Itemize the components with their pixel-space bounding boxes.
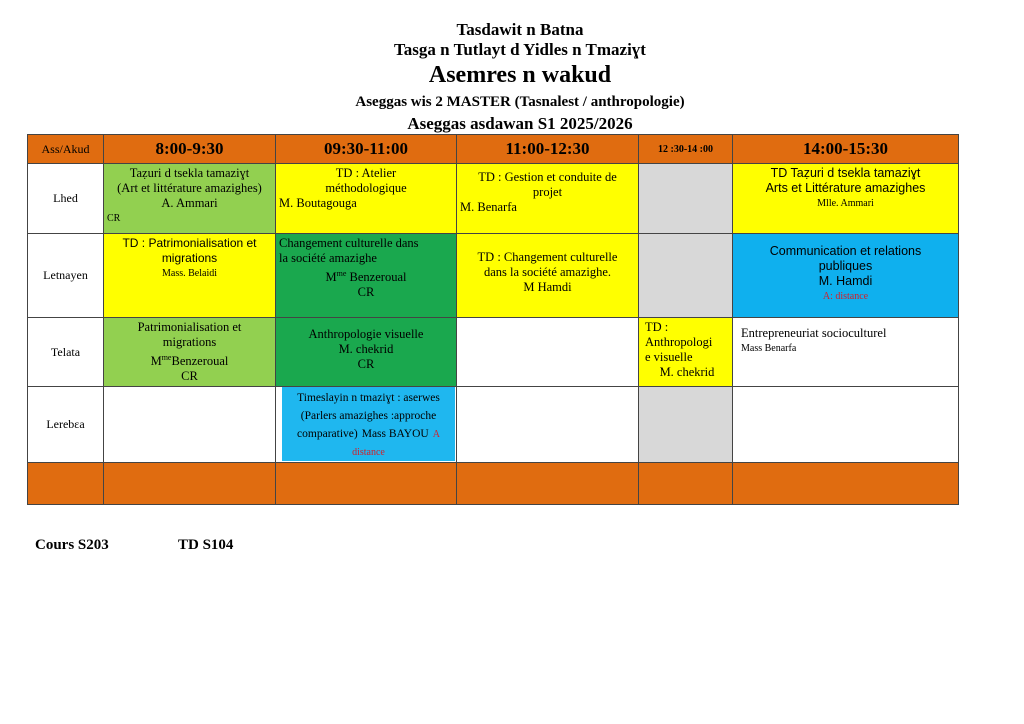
course-subtitle: (Parlers amazighes :approche bbox=[300, 410, 437, 423]
course-type: CR bbox=[357, 285, 375, 300]
footer-row bbox=[28, 463, 959, 505]
course-teacher: A. Ammari bbox=[161, 196, 218, 210]
course-title: Entrepreneuriat socioculturel bbox=[741, 326, 887, 340]
course-teacher: M. chekrid bbox=[659, 365, 715, 379]
empty-cell bbox=[104, 463, 276, 505]
course-teacher: M. Boutagouga bbox=[279, 196, 357, 210]
course-subtitle: la société amazighe bbox=[279, 251, 377, 265]
department-name: Tasga n Tutlayt d Yidles n Tmaziɣt bbox=[394, 40, 646, 59]
day-row-lerebea bbox=[28, 387, 959, 463]
academic-year: Aseggas asdawan S1 2025/2026 bbox=[407, 114, 633, 133]
course-mode: A distance bbox=[352, 429, 440, 459]
course-cell bbox=[457, 234, 639, 318]
course-title: Taẓuri d tsekla tamaziɣt bbox=[129, 166, 250, 180]
header-row bbox=[28, 135, 959, 164]
day-label: Lhed bbox=[28, 164, 104, 234]
course-title: TD : Gestion et conduite de bbox=[478, 170, 617, 184]
day-label: Telata bbox=[28, 318, 104, 387]
course-cell bbox=[457, 164, 639, 234]
course-subtitle: migrations bbox=[161, 251, 218, 265]
course-title: TD : Atelier bbox=[335, 166, 397, 180]
day-label: Lerebɛa bbox=[28, 387, 104, 463]
empty-cell bbox=[639, 387, 733, 463]
course-cell bbox=[639, 318, 733, 387]
course-mode: A: distance bbox=[822, 291, 869, 302]
slot-header: 8:00-9:30 bbox=[104, 135, 276, 164]
course-block bbox=[282, 387, 455, 461]
course-title: TD : Changement culturelle bbox=[477, 250, 618, 264]
slot-header: 11:00-12:30 bbox=[457, 135, 639, 164]
course-title: Timeslayin n tmaziɣt : aserwes bbox=[297, 392, 440, 405]
timetable bbox=[27, 134, 959, 505]
day-label: Letnayen bbox=[28, 234, 104, 318]
cours-room: Cours S203 bbox=[35, 537, 109, 553]
course-subtitle: dans la société amazighe. bbox=[483, 265, 612, 279]
td-room: TD S104 bbox=[178, 537, 234, 553]
course-title: TD : bbox=[645, 320, 669, 334]
course-teacher: $M^{me}$ Benzeroual bbox=[325, 269, 407, 285]
empty-cell bbox=[457, 387, 639, 463]
course-subtitle: publiques bbox=[818, 259, 873, 273]
day-row-lhed bbox=[28, 164, 959, 234]
course-teacher: M. chekrid bbox=[338, 342, 394, 356]
course-title: Communication et relations bbox=[769, 244, 922, 258]
page-title: Asemres n wakud bbox=[428, 62, 612, 88]
course-teacher: Mass. Belaidi bbox=[162, 268, 217, 279]
course-title: TD : Patrimonialisation et bbox=[122, 236, 257, 250]
course-cell bbox=[276, 164, 457, 234]
course-cell bbox=[733, 164, 959, 234]
course-teacher: Mlle. Ammari bbox=[817, 198, 874, 209]
course-subtitle: projet bbox=[532, 185, 563, 199]
empty-cell bbox=[733, 463, 959, 505]
slot-header: 09:30-11:00 bbox=[276, 135, 457, 164]
course-cell bbox=[276, 318, 457, 387]
university-name: Tasdawit n Batna bbox=[456, 20, 584, 39]
empty-cell bbox=[457, 463, 639, 505]
program-line: Aseggas wis 2 MASTER (Tasnalest / anthropologie) bbox=[355, 94, 685, 110]
empty-cell bbox=[639, 463, 733, 505]
course-cell bbox=[276, 387, 457, 463]
course-subtitle: migrations bbox=[162, 335, 217, 349]
empty-cell bbox=[639, 234, 733, 318]
course-title: Anthropologie visuelle bbox=[308, 327, 424, 341]
empty-cell bbox=[733, 387, 959, 463]
course-title: Patrimonialisation et bbox=[137, 320, 242, 334]
course-type: CR bbox=[107, 213, 121, 224]
empty-cell bbox=[639, 164, 733, 234]
course-cell bbox=[276, 234, 457, 318]
slot-header: 12 :30-14 :00 bbox=[639, 135, 733, 164]
course-cell bbox=[104, 318, 276, 387]
empty-cell bbox=[28, 463, 104, 505]
course-cell bbox=[733, 234, 959, 318]
course-subtitle: Anthropologi bbox=[645, 335, 713, 349]
course-teacher: M. Benarfa bbox=[460, 200, 517, 214]
empty-cell bbox=[276, 463, 457, 505]
day-row-telata bbox=[28, 318, 959, 387]
course-title: Changement culturelle dans bbox=[279, 236, 419, 250]
course-type: CR bbox=[357, 357, 375, 371]
course-subtitle: e visuelle bbox=[645, 350, 693, 364]
course-teacher: M. Hamdi bbox=[818, 274, 873, 288]
course-teacher: M Hamdi bbox=[523, 280, 572, 294]
course-title: TD Taẓuri d tsekla tamaziɣt bbox=[770, 166, 921, 180]
course-teacher: Mass Benarfa bbox=[741, 343, 797, 354]
slot-header: 14:00-15:30 bbox=[733, 135, 959, 164]
corner-cell: Ass/Akud bbox=[28, 135, 104, 164]
day-row-letnayen bbox=[28, 234, 959, 318]
empty-cell bbox=[104, 387, 276, 463]
course-subtitle: comparative) bbox=[297, 428, 358, 441]
course-subtitle: méthodologique bbox=[325, 181, 407, 195]
course-cell bbox=[733, 318, 959, 387]
course-cell bbox=[104, 234, 276, 318]
course-teacher: $M^{me}Benzeroual$ bbox=[150, 353, 229, 369]
course-type: CR bbox=[181, 369, 198, 384]
empty-cell bbox=[457, 318, 639, 387]
course-cell bbox=[104, 164, 276, 234]
course-subtitle: (Art et littérature amazighes) bbox=[117, 181, 262, 195]
course-teacher: Mass BAYOU bbox=[361, 428, 429, 441]
course-subtitle: Arts et Littérature amazighes bbox=[765, 181, 926, 195]
